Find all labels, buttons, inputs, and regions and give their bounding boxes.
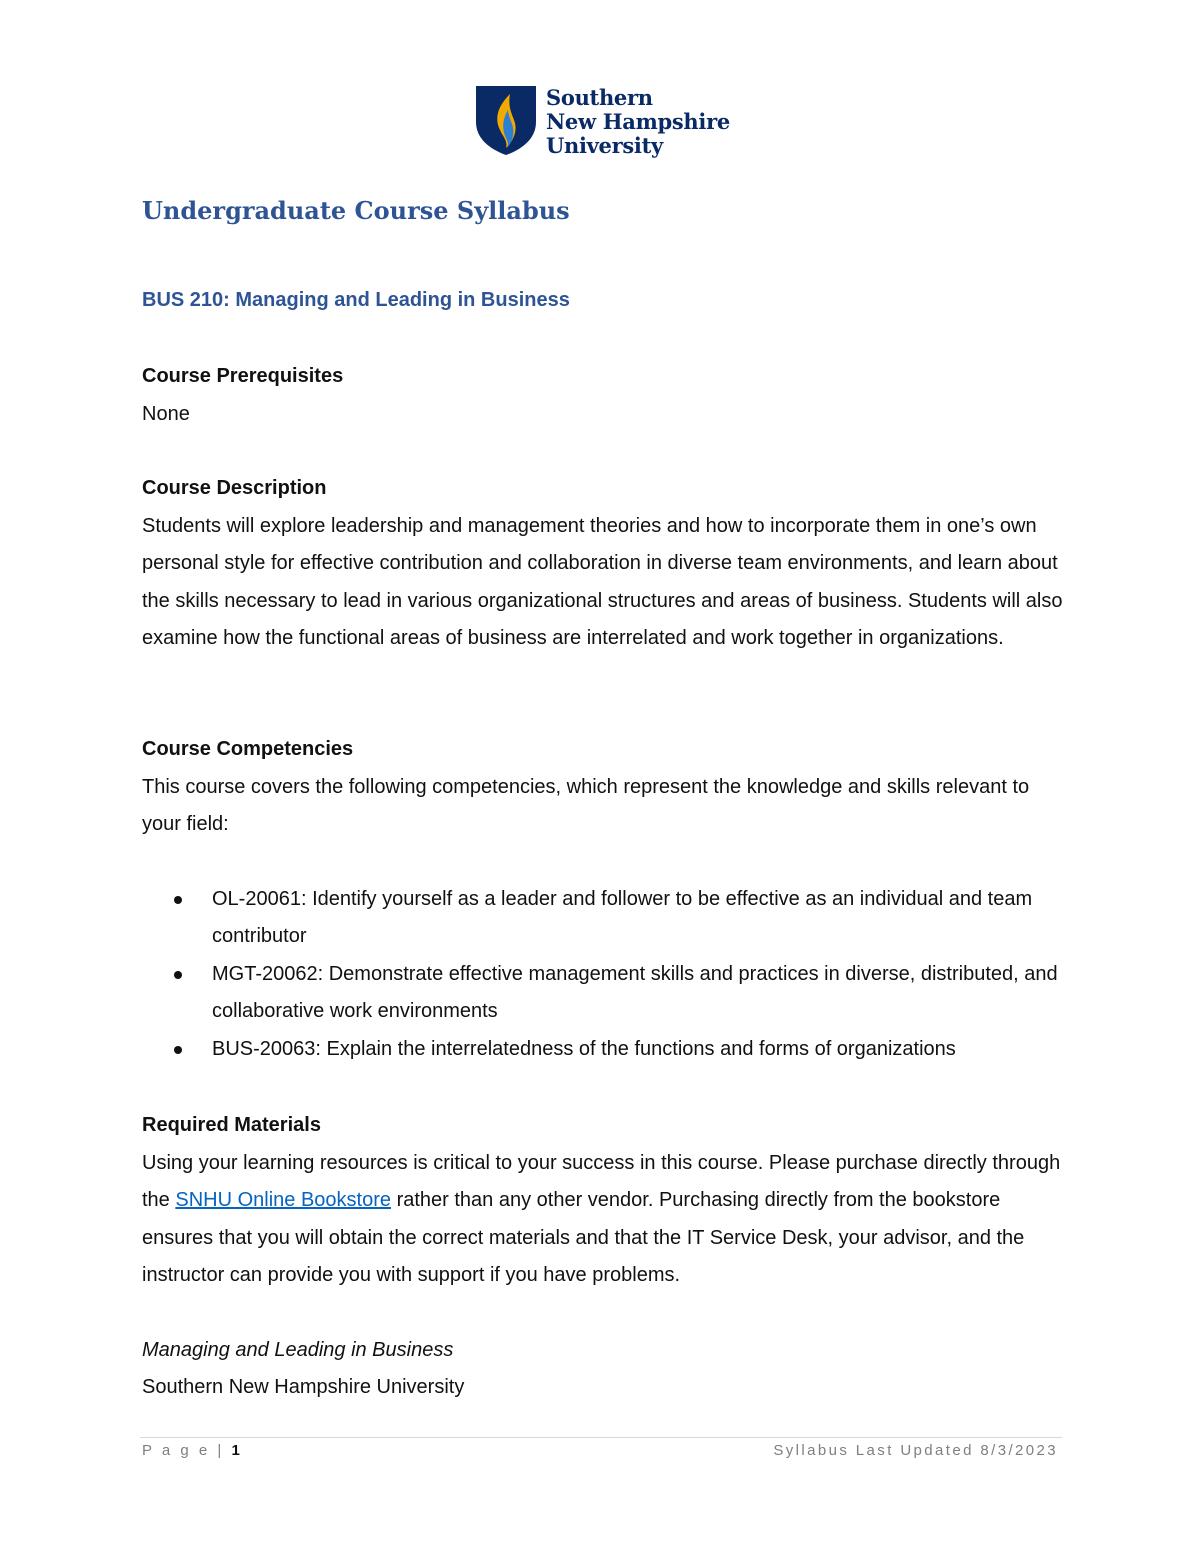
page-number-label (142, 1442, 243, 1459)
description-text: Students will explore leadership and management theories and how to incorporate them in one’s own personal style for effective contribution and collaboration in diverse team environments, and learn about the skills necessary to lead in various organizational structures and areas of business. Students will also examine how the functional areas of business are interrelated and work together in organizations. (142, 514, 1063, 649)
bookstore-link[interactable]: SNHU Online Bookstore (175, 1189, 392, 1211)
materials-text-after: rather than any other vendor. Purchasing directly from the bookstore ensures that you will obtain the correct materials and that the IT Service Desk, your advisor, and the instructor can provide you with support if you have problems. (142, 1189, 1025, 1286)
competencies-section (142, 731, 1072, 1068)
page-title: Undergraduate Course Syllabus (142, 196, 570, 225)
book-title: Managing and Leading in Business (142, 1338, 454, 1361)
prerequisites-section (142, 358, 1072, 433)
prerequisites-text: None (142, 402, 190, 425)
list-item (142, 881, 1072, 956)
logo-wordmark (546, 86, 730, 158)
materials-text-before: Using your learning resources is critical to your success in this course. Please purchase directly through the (142, 1151, 1061, 1211)
competencies-heading: Course Competencies (142, 738, 354, 760)
description-section (142, 470, 1072, 658)
prerequisites-heading: Course Prerequisites (142, 365, 344, 387)
logo-line-1: Southern (546, 85, 653, 110)
bullet-icon (174, 1046, 182, 1054)
list-item (142, 1031, 1072, 1069)
competency-text: BUS-20063: Explain the interrelatedness of the functions and forms of organizations (212, 1037, 956, 1060)
competency-text: OL-20061: Identify yourself as a leader and follower to be effective as an individual and team contributor (212, 887, 1033, 947)
page-label: P a g e | (142, 1442, 225, 1459)
materials-section (142, 1107, 1072, 1407)
shield-flame-icon (474, 84, 538, 156)
materials-text (142, 1145, 1072, 1295)
logo-line-2: New Hampshire (546, 109, 730, 134)
bullet-icon (174, 971, 182, 979)
page-number: 1 (231, 1442, 243, 1459)
logo-line-3: University (546, 133, 663, 158)
footer-divider (140, 1437, 1062, 1438)
competencies-intro: This course covers the following competencies, which represent the knowledge and skills relevant to your field: (142, 775, 1030, 835)
book-publisher: Southern New Hampshire University (142, 1376, 465, 1398)
bullet-icon (174, 896, 182, 904)
course-code-heading: BUS 210: Managing and Leading in Business (142, 289, 570, 311)
list-item (142, 956, 1072, 1031)
snhu-logo (474, 84, 730, 158)
description-heading: Course Description (142, 477, 327, 499)
last-updated-label: Syllabus Last Updated 8/3/2023 (773, 1442, 1058, 1459)
competency-text: MGT-20062: Demonstrate effective management skills and practices in diverse, distributed, and collaborative work environments (212, 962, 1058, 1022)
competencies-list (142, 881, 1072, 1069)
materials-heading: Required Materials (142, 1114, 321, 1136)
